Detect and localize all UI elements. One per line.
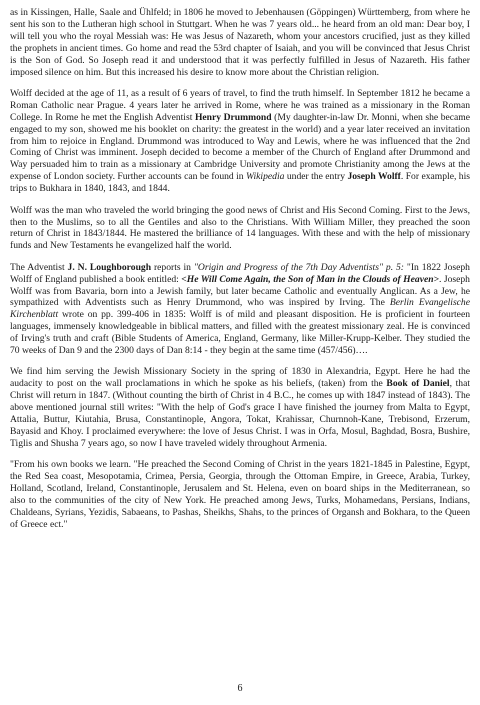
text-run: . Joseph Wolff was from Bavaria, born into a Jewish family, but later became Catholic and eventually Anglican. As a Jew, he sympathized with Adventists such as Henry Drummond, who was inspired by Irving. The <box>10 273 470 309</box>
text-run: Wolff was the man who traveled the world bringing the good news of Christ and His Second Coming. First to the Jews, then to the Muslims, so to all the Gentiles and also to the Christians. With William Miller, they preached the soon return of Christ in 1843/1844. He mastered the brilliance of 14 languages. With these and with the help of missionary funds and New Testaments he evangelized half the world. <box>10 204 470 252</box>
text-run: wrote on pp. 399-406 in 1835: Wolff is of mild and pleasant disposition. He is proficient in fourteen languages, immensely knowledgeable in biblical matters, and filled with the greatest missionary zeal. He is convinced of Irving's truth and craft (Bible Students of America, England, Germany, like Miller-Krupp-Kelber. They studied the 70 weeks of Dan 9 and the 2300 days of Dan 8:14 - they begin at the same time (457/456)…. <box>10 309 470 357</box>
text-run: under the entry <box>284 171 348 183</box>
text-run: , that Christ will return in 1847. (Without counting the birth of Christ in 4 B.C., he comes up with 1847 instead of 1843). The above mentioned journal still writes: "With the help of God's grace I have finished the journey from Malta to Egypt, Attalia, Buttur, Kiutahia, Brusa, Constantinople, Angora, Tokat, Krahissar, Churnnoh-Kane, Trebisond, Erzerum, Bayasid and Khoy. I proclaimed everywhere: the love of Jesus Christ. I was in Orfa, Mosul, Baghdad, Bosra, Bushire, Tiglis and Shusha 7 years ago, so now I have traveled widely throughout Armenia. <box>10 378 470 449</box>
text-run: "From his own books we learn. "He preached the Second Coming of Christ in the years 1821-1845 in Palestine, Egypt, the Red Sea coast, Mesopotamia, Crimea, Persia, Georgia, through the Ottoman Empire, in Greece, Arabia, Turkey, Holland, Scotland, Ireland, Constantinople, Jerusalem and St. Helena, even on board ships in the Mediterranean, so also to the communities of the city of New York. He preached among Jews, Turks, Mohamedans, Persians, Indians, Chaldeans, Syrians, Yezidis, Sabaeans, to Pashas, Sheikhs, Shahs, to the princes of Organsh and Bokhara, to the Queen of Greece ect." <box>10 459 470 530</box>
emphasis-text: Berlin Evangelische Kirchenblatt <box>10 297 470 321</box>
emphasis-text: Wikipedia <box>246 171 285 183</box>
text-run: (My daughter-in-law Dr. Monni, when she became engaged to my son, showed me his booklet on charity: the greatest in the world) and a year later received an invitation from him to rejoice in England. Drummond was introduced to Way and Lewis, where he was influenced that the 2nd Coming of Christ was imminent. Joseph decided to become a member of the Church of England after Drummond and Way persuaded him to train as a missionary at Cambridge University and promote Christianity among the Jews at the expense of London society. Further accounts can be found in <box>10 111 470 183</box>
emphasis-text: "Origin and Progress of the 7th Day Adventists" p. 5: <box>193 261 405 273</box>
text-run: reports in <box>151 261 194 273</box>
paragraph-4 <box>10 262 470 357</box>
paragraph-3 <box>10 205 470 253</box>
text-run: . For example, his trips to Bukhara in 1840, 1843, and 1844. <box>10 171 470 195</box>
emphasis-text: Book of Daniel <box>386 378 450 390</box>
paragraph-5 <box>10 366 470 449</box>
text-run: as in Kissingen, Halle, Saale and Ühlfeld; in 1806 he moved to Jebenhausen (Göppingen) Württemberg, from where he sent his son to the Lutheran high school in Stuttgart. When he was 7 years old... he heard from an old man: Dear boy, I will tell you who the royal Messiah was: He was Jesus of Nazareth, whom your ancestors crucified, just as they killed the prophets in ancient times. Go home and read the 53rd chapter of Isaiah, and you will be convinced that Jesus Christ is the Son of God. So Joseph read it and understood that it was perfectly fulfilled in Jesus of Nazareth. His father imposed silence on him. But this increased his desire to know more about the Christian religion. <box>10 7 470 78</box>
emphasis-text: <He Will Come Again, the Son of Man in the Clouds of Heaven> <box>181 273 440 285</box>
emphasis-text: J. N. Loughborough <box>67 261 152 273</box>
emphasis-text: Henry Drummond <box>194 111 272 123</box>
paragraph-2 <box>10 88 470 195</box>
text-run: Wolff decided at the age of 11, as a result of 6 years of travel, to find the truth himself. In September 1812 he became a Roman Catholic near Prague. 4 years later he arrived in Rome, where he was trained as a missionary in the Roman College. In Rome he met the English Adventist <box>10 87 470 123</box>
paragraph-6 <box>10 459 470 530</box>
text-run: "In 1822 Joseph Wolff of England published a book entitled: <box>10 261 470 285</box>
text-run: The Adventist <box>10 261 68 273</box>
paragraph-1 <box>10 7 470 78</box>
page-number: 6 <box>237 683 243 694</box>
text-run: We find him serving the Jewish Missionary Society in the spring of 1830 in Alexandria, Egypt. Here he had the audacity to post on the wall proclamations in which he spoke as his beliefs, (taken) from the <box>10 366 470 390</box>
emphasis-text: Joseph Wolff <box>347 171 401 183</box>
